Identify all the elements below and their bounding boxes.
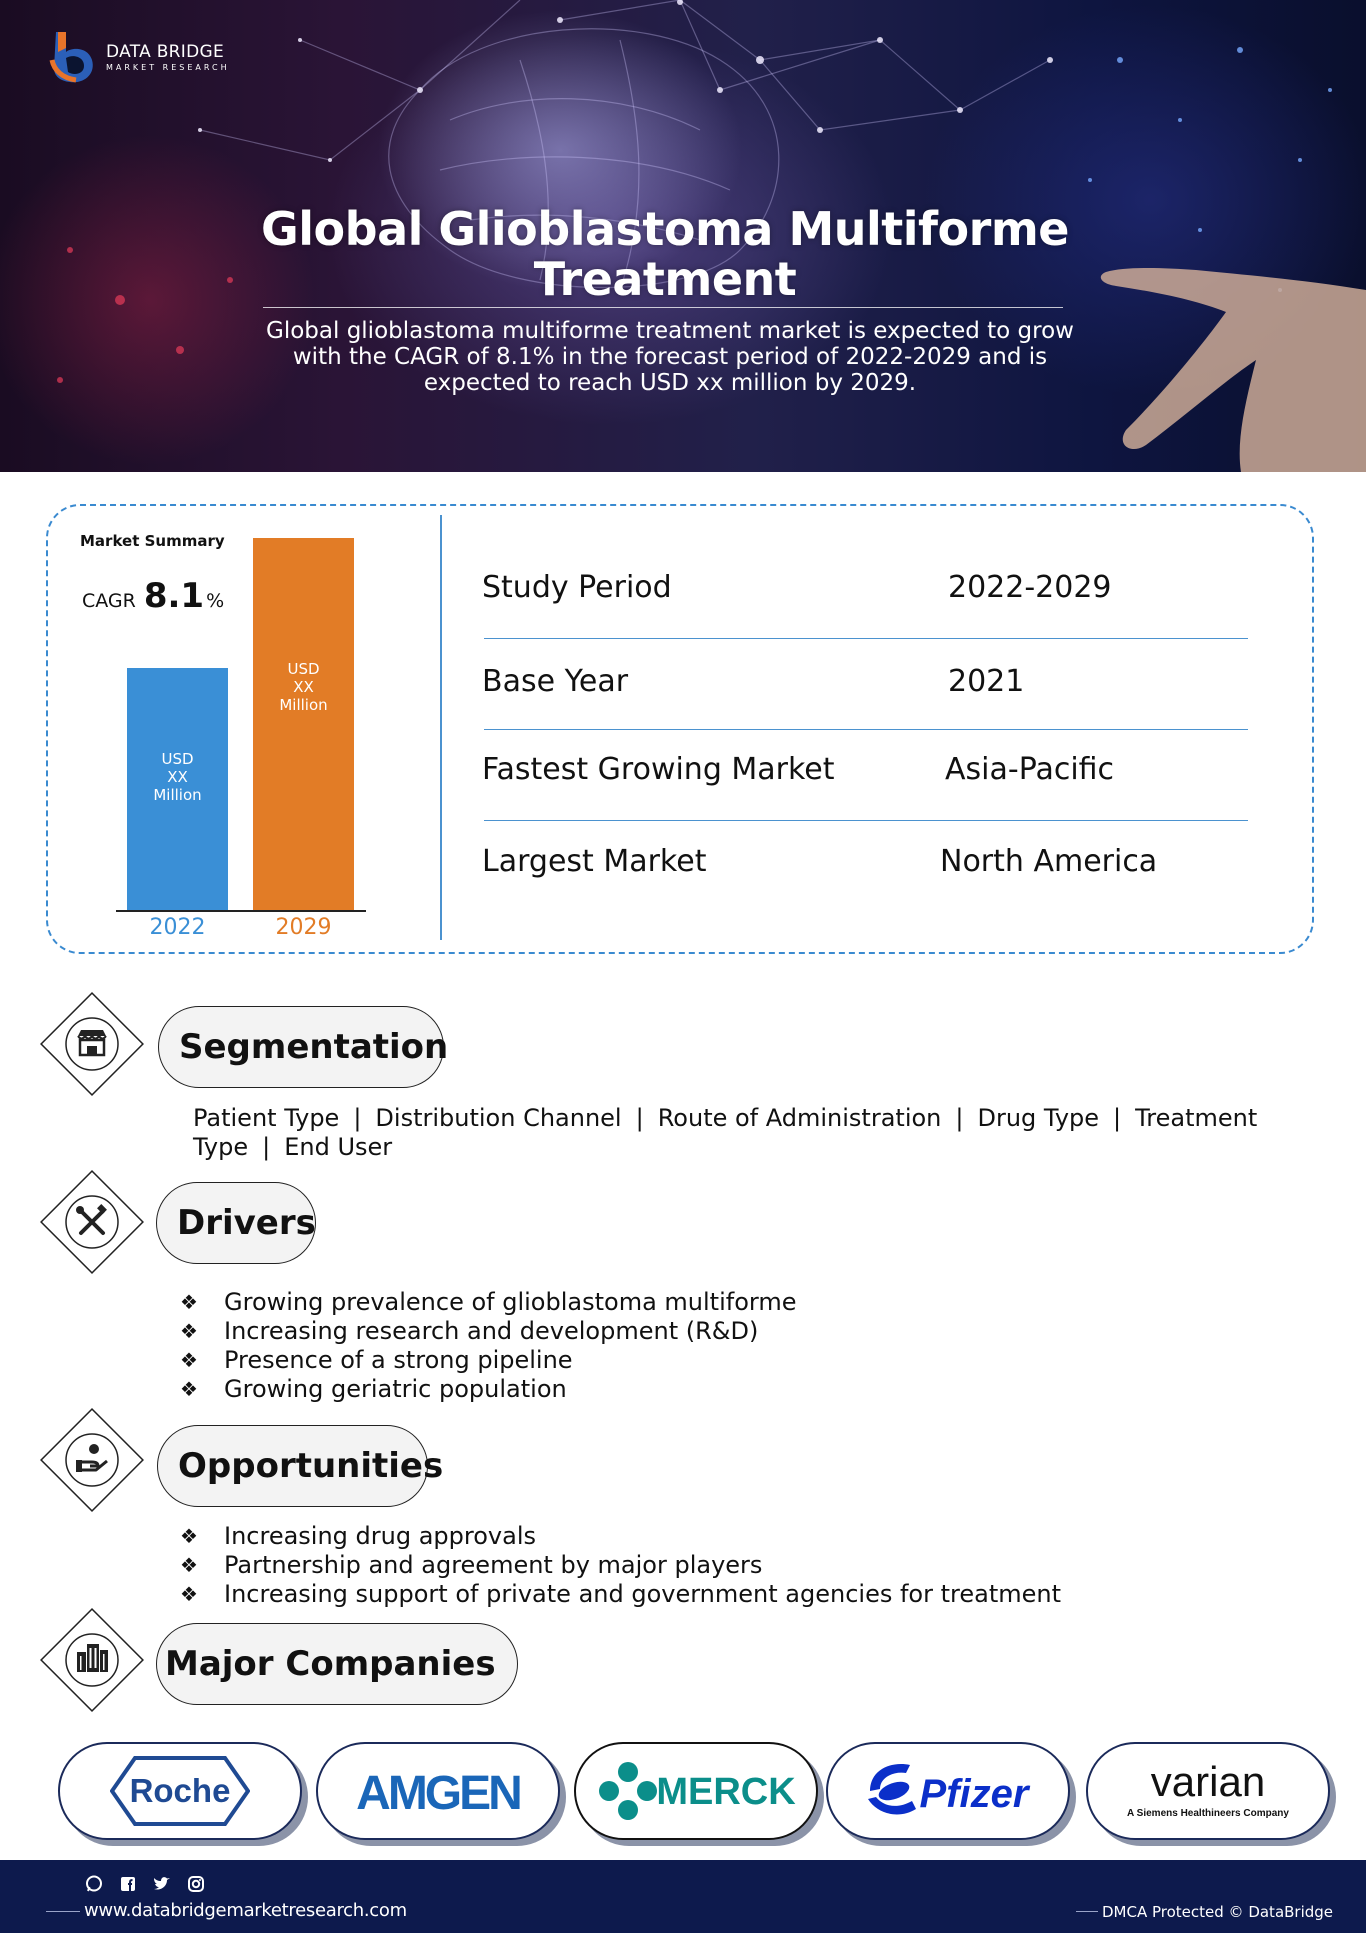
footer-divider (46, 1911, 80, 1912)
list-item: ❖ Partnership and agreement by major players (180, 1551, 763, 1579)
svg-text:Roche: Roche (129, 1772, 231, 1809)
opportunities-heading: Opportunities (157, 1425, 428, 1507)
amgen-logo-icon (348, 1761, 528, 1821)
drivers-list (180, 1288, 796, 1404)
segmentation-section-icon (32, 984, 152, 1104)
summary-divider (440, 515, 442, 940)
footer (0, 1860, 1366, 1933)
segment-item: Drug Type (977, 1104, 1100, 1132)
summary-value: 2021 (948, 664, 1025, 699)
summary-value: Asia-Pacific (945, 752, 1115, 787)
drivers-heading: Drivers (156, 1182, 316, 1264)
segment-item: Patient Type (193, 1104, 340, 1132)
brand-logo[interactable] (48, 30, 230, 84)
list-item: ❖ Growing geriatric population (180, 1375, 567, 1403)
company-merck[interactable] (574, 1742, 818, 1840)
website-link[interactable]: www.databridgemarketresearch.com (84, 1900, 407, 1921)
title-divider (263, 307, 1063, 308)
svg-text:varian: varian (1150, 1758, 1266, 1805)
summary-row-largest-market (482, 844, 1248, 904)
brand-tagline: MARKET RESEARCH (106, 63, 230, 72)
market-size-bar-chart (100, 530, 380, 950)
footer-divider (1076, 1911, 1098, 1912)
page-title: Global Glioblastoma Multiforme Treatment (261, 202, 1069, 306)
merck-logo-icon (596, 1758, 796, 1824)
diamond-bullet-icon: ❖ (180, 1553, 198, 1577)
summary-row-base-year (482, 664, 1248, 724)
bar-2029 (253, 538, 354, 910)
dmca-notice: DMCA Protected © DataBridge (1102, 1903, 1334, 1921)
list-item: ❖ Increasing drug approvals (180, 1522, 536, 1550)
diamond-bullet-icon: ❖ (180, 1348, 198, 1372)
company-varian[interactable] (1086, 1742, 1330, 1840)
companies-section-icon (32, 1600, 152, 1720)
company-pfizer[interactable] (826, 1742, 1070, 1840)
whatsapp-icon[interactable] (84, 1874, 104, 1894)
hero-banner (0, 0, 1366, 472)
summary-key: Fastest Growing Market (482, 752, 835, 787)
facebook-icon[interactable] (118, 1874, 138, 1894)
cagr-unit: % (206, 590, 225, 612)
svg-text:A Siemens Healthineers Company: A Siemens Healthineers Company (1127, 1808, 1289, 1819)
svg-text:AMGEN: AMGEN (356, 1767, 520, 1820)
segment-item: End User (284, 1133, 393, 1161)
summary-value: 2022-2029 (948, 570, 1112, 605)
x-axis-line (116, 910, 366, 912)
summary-row-fastest-growing (482, 752, 1248, 812)
diamond-bullet-icon: ❖ (180, 1377, 198, 1401)
segmentation-heading: Segmentation (158, 1006, 444, 1088)
opportunities-list (180, 1522, 1061, 1609)
company-amgen[interactable] (316, 1742, 560, 1840)
diamond-bullet-icon: ❖ (180, 1524, 198, 1548)
summary-value: North America (940, 844, 1158, 879)
diamond-bullet-icon: ❖ (180, 1290, 198, 1314)
diamond-bullet-icon: ❖ (180, 1582, 198, 1606)
instagram-icon[interactable] (186, 1874, 206, 1894)
roche-logo-icon (110, 1756, 250, 1826)
summary-row-study-period (482, 570, 1248, 630)
list-item: ❖ Increasing support of private and government agencies for treatment (180, 1580, 1061, 1608)
svg-text:MERCK: MERCK (656, 1771, 796, 1813)
page-subtitle: Global glioblastoma multiforme treatment market is expected to grow with the CAGR of 8.1% in the forecast period of 2022-2029 and is expected to reach USD xx million by 2029. (266, 318, 1074, 396)
row-divider (484, 820, 1248, 821)
segment-item: Distribution Channel (375, 1104, 622, 1132)
cagr-label: CAGR (82, 590, 136, 612)
svg-text:Pfizer: Pfizer (919, 1772, 1029, 1816)
drivers-section-icon (32, 1162, 152, 1282)
diamond-bullet-icon: ❖ (180, 1319, 198, 1343)
x-tick-2029: 2029 (275, 915, 332, 940)
major-companies-heading: Major Companies (156, 1623, 518, 1705)
cagr-value: 8.1 (143, 576, 205, 616)
brand-name: DATA BRIDGE (106, 42, 224, 62)
pfizer-logo-icon (858, 1755, 1038, 1827)
varian-logo-icon (1113, 1756, 1303, 1826)
summary-key: Base Year (482, 664, 629, 699)
segment-item: Route of Administration (657, 1104, 942, 1132)
segment-item: Treatment Type (193, 1104, 1258, 1161)
list-item: ❖ Growing prevalence of glioblastoma multiforme (180, 1288, 797, 1316)
data-bridge-logo-icon (48, 30, 98, 84)
market-summary-label: Market Summary (80, 532, 225, 550)
bar-2029-label: USD XX Million (279, 660, 328, 714)
row-divider (484, 729, 1248, 730)
row-divider (484, 638, 1248, 639)
company-roche[interactable] (58, 1742, 302, 1840)
x-tick-2022: 2022 (149, 915, 206, 940)
list-item: ❖ Presence of a strong pipeline (180, 1346, 573, 1374)
segmentation-list: Patient Type | Distribution Channel | Route of Administration | Drug Type | Treatment Type | End User (193, 1104, 1258, 1161)
social-links (84, 1874, 206, 1894)
summary-key: Study Period (482, 570, 672, 605)
bar-2022-label: USD XX Million (153, 750, 202, 804)
twitter-icon[interactable] (152, 1874, 172, 1894)
list-item: ❖ Increasing research and development (R&D) (180, 1317, 759, 1345)
summary-key: Largest Market (482, 844, 707, 879)
opportunities-section-icon (32, 1400, 152, 1520)
